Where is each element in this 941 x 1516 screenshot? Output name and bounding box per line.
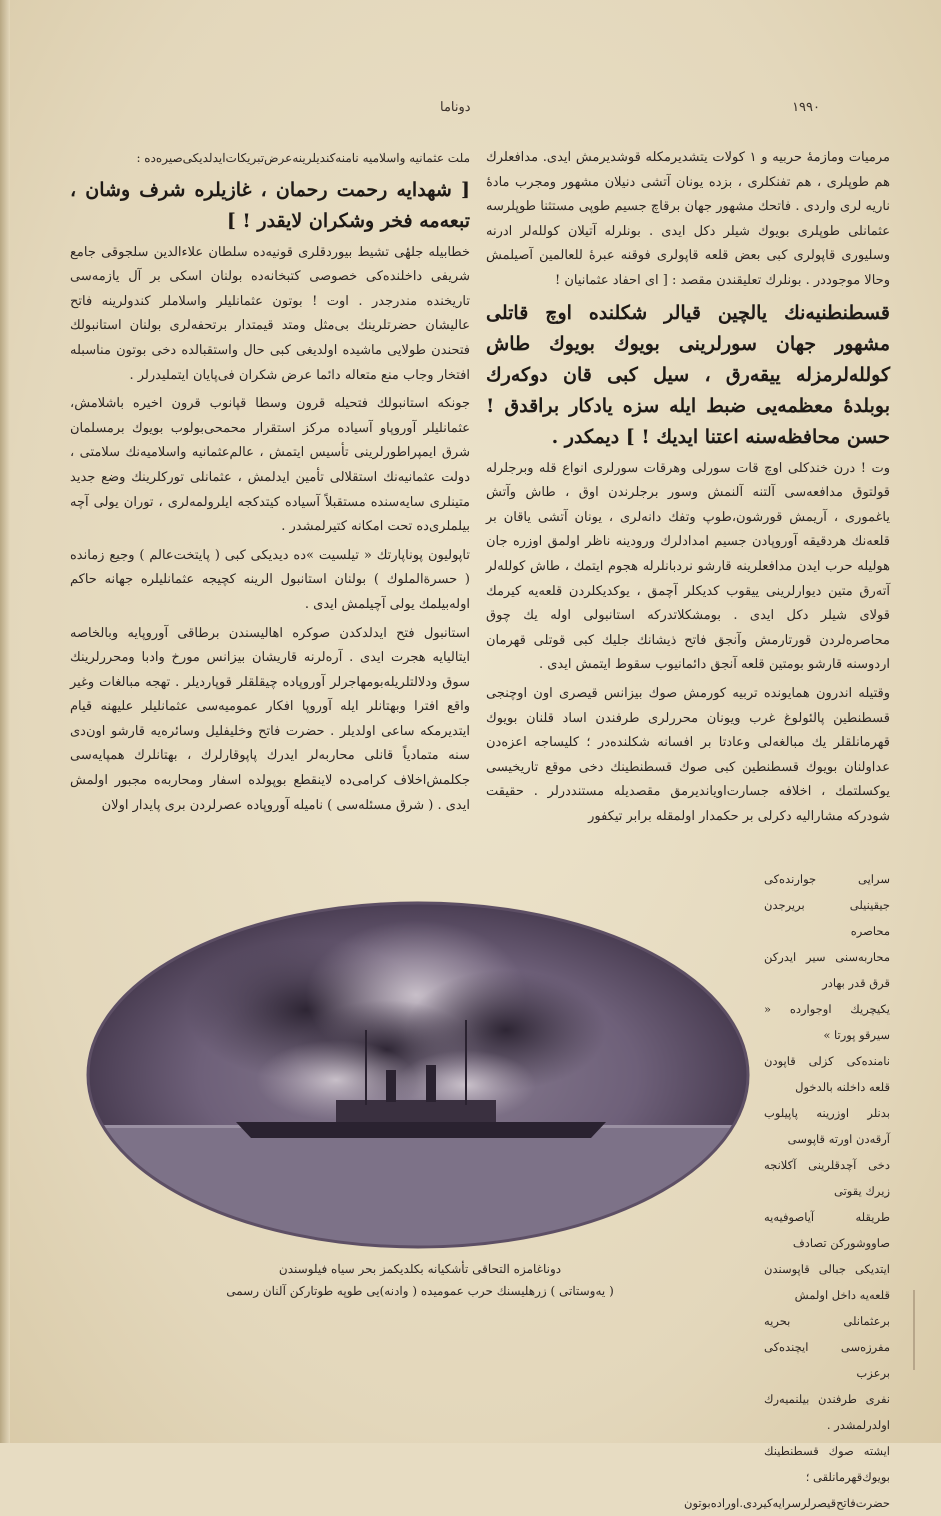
paper-crease bbox=[913, 1290, 915, 1370]
right-paragraph: مرمیات ومازمهٔ حربیه و ۱ کولات یتشدیرمکله قوشدیرمش ایدی. مدافعلرك هم طوپلری ، هم تفنکلری ، بزده یونان آتشی دنیلان مشهور ومجرب مادهٔ ناریه لری واردی . فاتحك مشهور جهان برقاچ جسیم طوپی مستثنا طوپلرسه عثمانلی طوپلری بویوك شیلر دکل ایدی . بونلرله آتیلان کولله‌لر ادرنه وسلیوری قاپولری کبی بعض قلعه قاپولری فوقنه عبرهٔ للعالمین آصیلمش وحالا موجوددر . بونلرك تعلیقندن مقصد : [ ای احفاد عثمانیان ! bbox=[486, 150, 890, 288]
caption-line: دوناغامزه التحاقی تأشکیانه بکلدیکمز بحر سیاه فیلوسندن bbox=[278, 1262, 562, 1276]
right-big-quote: قسطنطنیه‌نك یالچین قیالر شکلنده اوچ قاتلی مشهور جهان سورلرینی بویوك بویوك طاش کولله‌لرمزله ییقه‌رق ، سیل کبی قان دوکه‌رك بوبلدهٔ معظمه‌یی ضبط ایله‌ سزه یادکار براقدق ! حسن محافظه‌سنه اعتنا ایدیك ! ] دیمکدر . bbox=[486, 301, 890, 448]
caption-line: ( یه‌وستاتی ) زرهلیسنك حرب عمومیده ( وادنه‌)یی طوپه طوتارکن آلنان رسمی bbox=[226, 1284, 614, 1298]
right-column bbox=[486, 146, 890, 860]
page-number: ١٩٩٠ bbox=[792, 100, 820, 115]
running-title: دوناما bbox=[440, 100, 471, 115]
page-fold bbox=[0, 0, 10, 1443]
left-column bbox=[70, 146, 470, 876]
narrow-line: نامنده‌کی کزلی قاپودن قلعه داخلنه بالدخول bbox=[764, 1054, 890, 1094]
narrow-line: طریقله آیاصوفیه‌یه صاووشورکن تصادف bbox=[764, 1210, 890, 1250]
narrow-line: دخی آچدقلرینی آکلانجه زیرك یقوتی bbox=[764, 1158, 890, 1198]
narrow-line: بدنلر اوزرینه پاپیلوب آرقه‌دن اورته قاپوسی bbox=[764, 1106, 890, 1146]
page-header bbox=[60, 100, 860, 124]
battleship-photo bbox=[86, 900, 750, 1250]
narrow-line: نفری طرفندن بیلنمیه‌رك اولدرلمشدر . bbox=[764, 1392, 890, 1432]
left-paragraph: استانبول فتح ایدلدکدن صوکره اهالیسندن برطاقی آوروپایه وبالخاصه ایتالیایه هجرت ایدی . آرەلرنه قاریشان بیزانس مورخ وادبا ومحررلرینك سوق ودلالتلریله‌بومهاجرلر آوروپاده چیقلقلر قوپاردیلر . تهجه مبالغات وغیر واقع افترا وبهتانلر ایله آوروپا افکار عمومیه‌سی عثمانلیلر علیهنه قیام ایتدیرمکه ساعی اولدیلر . حضرت فاتح وخلیفلیل وسائره‌یه قارشو اون‌دی سنه متمادیاً قانلی محاربه‌لر ایدرك پاپوقارلرك ، بهتانلرك همپایه‌سی جکلمش‌اخلاف کرامی‌ده لاینقطع بوپولده اسفار ومحاربه‌ه مجبور اولمش ایدی . ( شرق مسئله‌سی ) نامیله آوروپاده عصرلردن بری پایدار اولان bbox=[70, 625, 470, 813]
narrow-line: برعثمانلی بحریه مفرزه‌سی ایچنده‌کی برعزب bbox=[764, 1314, 890, 1380]
left-paragraph: جونکه استانبولك فتحیله قرون وسطا قپانوب قرون اخیره باشلامش، عثمانلیلر آوروپاو آسیاده مرکز استقرار محمحی‌بولوب بویوك برمسلمان شرق ایمپراطورلرینی تأسیس ایتمش ، عالم‌عثمانیه واسلامیه‌نك سلامتی ، دولت عثمانیه‌نك استقلالی تأمین ایدلمش ، عثمانلی تورکلرینك وضع جدید متینلری سایه‌سنده مستقبلاً آسیاده کیتدکجه ایلرولمه‌لری ، توران یولی آچه بیلملری‌ده تحت امکانه کتیرلمشدر . bbox=[70, 396, 470, 535]
right-paragraph: وت ! درن خندکلی اوچ قات سورلی وهرقات سورلری انواع قله وبرجلرله قولتوق مدافعه‌سی آلتنه آلنمش وسور برجلرندن اوق ، طاش وآتش یاغموری ، آریمش قورشون،طوپ وتفك دانه‌لری ، یونان آتشی یاقان بر قلعه‌نك هردقیقه آوروپادن جسیم امدادلرك ورودینه ناظر اولمق اوزره جان هولیله حرب ایدن مدافعلرینه قارشو نردبانلرله هجوم ایتمك ، طاش کولله‌لر آتەرق متین دیوارلرینی ییقوب کدیکلر آچمق ، یوکدیکلردن قلعه‌یه کیرمك قولای شیلر دکل ایدی . بومشکلاتدرکه استانبولی اوله یك چوق محاصره‌لردن قورتارمش وآنجق فاتح ذیشانك جلیك کبی قوتلی قهرمان اردوسنه قارشو بومتین قلعه آنجق دائمانیوب سقوط ایتمش ایدی . bbox=[486, 460, 890, 673]
right-paragraph: وقتیله اندرون همایونده تربیه کورمش صوك بیزانس قیصری اون اوچنجی قسطنطین پالئولوغ غرب ویونان محررلری طرفندن اساد قلنان بویوك قهرمانلقلر یك مبالغه‌لی وعادتا بر افسانه شکلنده‌در ؛ کلیساجه اعزه‌دن عداولنان بویوك قسطنطین کبی صوك قسطنطینك دخی موقع تاریخیسی یوکسلتمك ، اخلافه جسارت‌اویاندیرمق مقصدیله مستنددرلر . حقیقت شودرکه مشارالیه دکرلی بر حکمدار اولمقله برابر تیکفور bbox=[486, 685, 890, 824]
narrow-line: محاربه‌سنی سیر ایدرکن قرق قدر بهادر bbox=[764, 950, 890, 990]
narrow-line: ایتدیکی جبالی قاپوسندن قلعه‌یه داخل اولمش bbox=[764, 1262, 890, 1302]
battleship-photo-illustration bbox=[86, 900, 750, 1250]
narrow-line: ایشته صوك قسطنطینك بویوك‌قهرمانلقی ؛ bbox=[764, 1444, 890, 1484]
narrow-column bbox=[684, 866, 890, 1510]
narrow-line: حضرت‌فاتح‌قیصرلرسرایه‌کیردی.اوراده‌بوتون bbox=[684, 1496, 890, 1510]
left-big-quote: [ شهدایه رحمت رحمان ، غازیلره شرف وشان ، تبعه‌مه فخر وشکران لایقدر ! ] bbox=[70, 178, 470, 232]
left-paragraph: خطابیله جلهٔی تشیط بیوردقلری قونیه‌ده سلطان علاءالدین سلجوقی جامع شریفی داخلنده‌کی خصوصی کتبخانه‌ده بولنان اسکی بر آل یازمه‌سی تاریخنده مندرجدر . اوت ! بوتون عثمانلیلر واسلاملر کندولرینه فاتح عالیشان حضرتلرینك بی‌مثل ومتد قیمتدار برتحفه‌لری بولنان استانبولك فتحندن طولایی ماشیده اولدیغی کبی حال واستقبالده دخی بوتون مناسبله افتخار وجاب منع متعاله دائما عرض شکران فی‌پایان ایتملیدرلر . bbox=[70, 244, 470, 383]
narrow-line: یکیچریك اوجوارده « سیرقو پورتا » bbox=[764, 1002, 890, 1042]
left-paragraph: تاپولیون پوناپارتك « تیلسیت »ده دیدیکی کبی ( پایتخت‌عالم ) وجیع زمانده ( حسرةالملوك ) بولنان استانبول الرینه کچیجه عثمانلیلره جهانه حاکم اوله‌بیلمك یولی آچیلمش ایدی . bbox=[70, 547, 470, 612]
photo-caption bbox=[110, 1258, 730, 1302]
narrow-line: سرایی جوارنده‌کی جیقینیلی بریرجدن محاصره bbox=[764, 872, 890, 938]
left-intro: ملت عثمانیه واسلامیه نامنه‌کندیلرینه‌عرض‌تبریکات‌ایدلدیکی‌صیره‌ده : bbox=[136, 151, 470, 165]
